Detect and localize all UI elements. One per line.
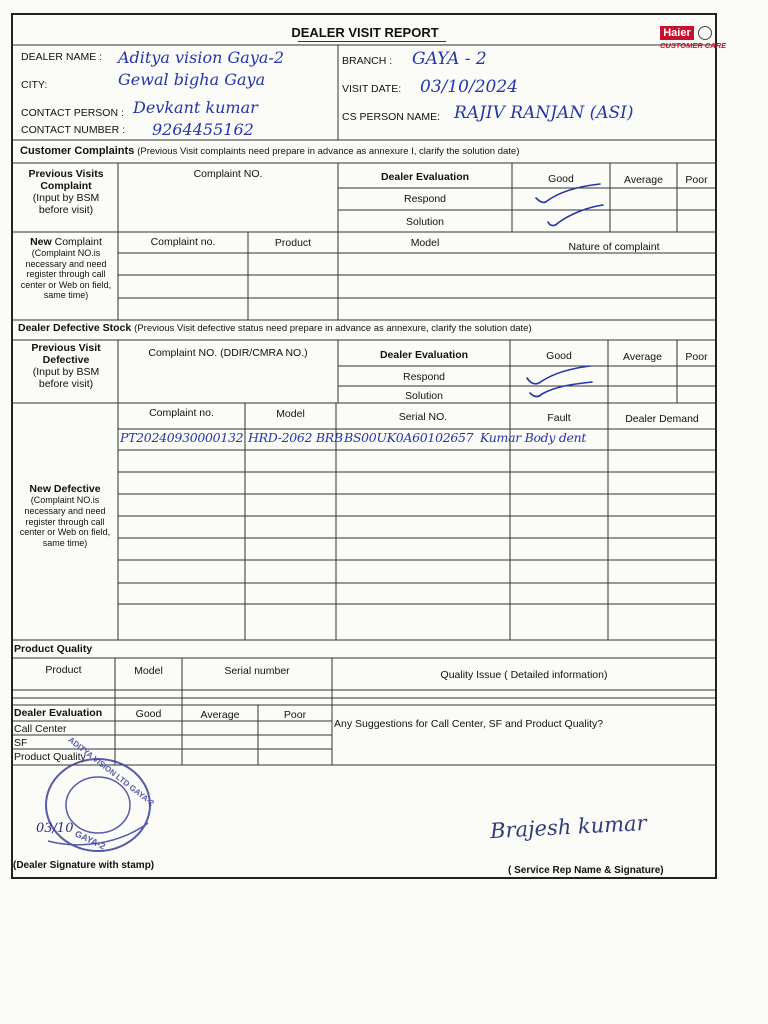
- visit-date-label: VISIT DATE:: [342, 83, 402, 95]
- new-def-line-5: center or Web on field,: [19, 527, 111, 538]
- row-model: HRD-2062 BRB: [248, 430, 343, 445]
- check-icon: [536, 184, 600, 202]
- ds-dealer-eval-header: Dealer Evaluation: [379, 349, 469, 361]
- prev-def-line-4: before visit): [38, 378, 94, 390]
- ds-col-fault: Fault: [547, 412, 571, 424]
- prev-def-line-1: Previous Visit: [31, 342, 101, 354]
- de-row-sf: SF: [14, 737, 28, 749]
- check-icon: [548, 205, 603, 226]
- branch-value: GAYA - 2: [412, 49, 487, 69]
- new-complaint-line-4: necessary and need: [25, 258, 107, 269]
- dealer-eval-heading: Dealer Evaluation: [14, 707, 103, 719]
- pq-col-quality-issue: Quality Issue ( Detailed information): [440, 669, 608, 681]
- ds-eval-average: Average: [623, 351, 662, 363]
- check-icon: [527, 366, 590, 384]
- de-col-good: Good: [135, 708, 162, 720]
- contact-number-value: 9264455162: [152, 120, 254, 139]
- contact-person-label: CONTACT PERSON :: [21, 107, 124, 119]
- new-word: New: [30, 236, 52, 248]
- cc-col-complaint-no: Complaint no.: [150, 236, 216, 248]
- ds-col-model: Model: [276, 408, 305, 420]
- stamp-text: ADITYA VISION LTD GAYA-2: [66, 735, 156, 808]
- dealer-name-label: DEALER NAME :: [21, 51, 103, 63]
- defective-stock-title: Dealer Defective Stock: [18, 322, 132, 334]
- cs-person-label: CS PERSON NAME:: [342, 111, 441, 123]
- cc-eval-good: Good: [548, 173, 574, 185]
- ds-col-complaint-no: Complaint no.: [149, 407, 214, 419]
- city-label: CITY:: [21, 79, 48, 91]
- complaint-word: Complaint: [54, 236, 102, 248]
- cc-eval-respond: Respond: [403, 193, 447, 205]
- product-quality-heading: Product Quality: [14, 643, 93, 655]
- check-icon: [530, 382, 592, 397]
- prev-visit-line-3: (Input by BSM: [32, 192, 100, 204]
- cc-eval-solution: Solution: [406, 216, 444, 228]
- pq-col-model: Model: [134, 665, 163, 677]
- new-complaint-line-6: center or Web on field,: [20, 279, 112, 290]
- de-row-product-quality: Product Quality: [14, 751, 86, 763]
- new-def-line-2: (Complaint NO.is: [30, 495, 100, 505]
- pq-col-serial: Serial number: [224, 665, 290, 677]
- row-fault: Kumar Body dent: [480, 430, 587, 445]
- prev-visit-line-1: Previous Visits: [28, 168, 104, 180]
- dealer-name-value: Aditya vision Gaya-2: [118, 48, 284, 67]
- new-complaint-line-7: same time): [43, 290, 89, 300]
- cc-col-nature: Nature of complaint: [568, 241, 660, 253]
- ds-col-dealer-demand: Dealer Demand: [625, 413, 699, 425]
- new-def-line-1: New Defective: [29, 483, 101, 495]
- rep-signature-label: ( Service Rep Name & Signature): [508, 865, 664, 876]
- row-complaint-no: PT20240930000132: [120, 430, 244, 445]
- stamp-bottom: GAYA-2: [73, 828, 107, 852]
- new-def-line-6: same time): [42, 538, 88, 549]
- ds-eval-good: Good: [546, 350, 572, 362]
- prev-def-line-3: (Input by BSM: [32, 366, 100, 378]
- de-col-poor: Poor: [283, 709, 307, 721]
- branch-label: BRANCH :: [342, 55, 393, 67]
- customer-complaints-note: (Previous Visit complaints need prepare in advance as annexure I, clarify the solution date): [137, 146, 520, 157]
- row-serial-no: BS00UK0A60102657: [344, 430, 474, 445]
- logo-subtitle: CUSTOMER CARE: [660, 41, 727, 50]
- new-def-line-4: register through call: [25, 516, 105, 527]
- suggestions-label: Any Suggestions for Call Center, SF and Product Quality?: [334, 718, 604, 730]
- cc-dealer-eval-header: Dealer Evaluation: [380, 171, 470, 183]
- cc-eval-poor: Poor: [685, 174, 708, 186]
- defective-stock-note: (Previous Visit defective status need prepare in advance as annexure, clarify the solution date): [134, 323, 532, 334]
- cc-col-product: Product: [274, 237, 312, 249]
- contact-person-value: Devkant kumar: [133, 98, 258, 117]
- pq-col-product: Product: [45, 664, 82, 676]
- de-col-average: Average: [200, 709, 240, 721]
- prev-visit-line-2: Complaint: [40, 180, 92, 192]
- new-def-line-3: necessary and need: [24, 505, 106, 516]
- ds-eval-poor: Poor: [685, 351, 708, 363]
- visit-date-value: 03/10/2024: [420, 77, 518, 97]
- ddir-header: Complaint NO. (DDIR/CMRA NO.): [148, 347, 308, 359]
- contact-number-label: CONTACT NUMBER :: [21, 124, 126, 136]
- cc-eval-average: Average: [624, 174, 663, 186]
- ds-col-serial: Serial NO.: [398, 411, 448, 423]
- city-value: Gewal bigha Gaya: [118, 70, 266, 89]
- ds-eval-respond: Respond: [402, 371, 446, 383]
- new-complaint-line-5: register through call: [26, 269, 106, 279]
- prev-def-line-2: Defective: [42, 354, 90, 366]
- rep-signature: Brajesh kumar: [489, 810, 648, 844]
- new-complaint-line-3: (Complaint NO.is: [31, 248, 101, 258]
- ds-eval-solution: Solution: [405, 390, 443, 402]
- complaint-no-header: Complaint NO.: [193, 168, 263, 180]
- cc-col-model: Model: [410, 237, 440, 249]
- stamp-date: 03/10: [36, 821, 74, 836]
- de-row-call-center: Call Center: [14, 723, 67, 735]
- dealer-signature-label: (Dealer Signature with stamp): [13, 860, 155, 871]
- report-title: DEALER VISIT REPORT: [291, 25, 439, 40]
- cs-person-value: RAJIV RANJAN (ASI): [454, 103, 634, 123]
- logo-brand: Haier: [660, 26, 694, 40]
- prev-visit-line-4: before visit): [38, 204, 94, 216]
- customer-complaints-title: Customer Complaints: [20, 145, 135, 157]
